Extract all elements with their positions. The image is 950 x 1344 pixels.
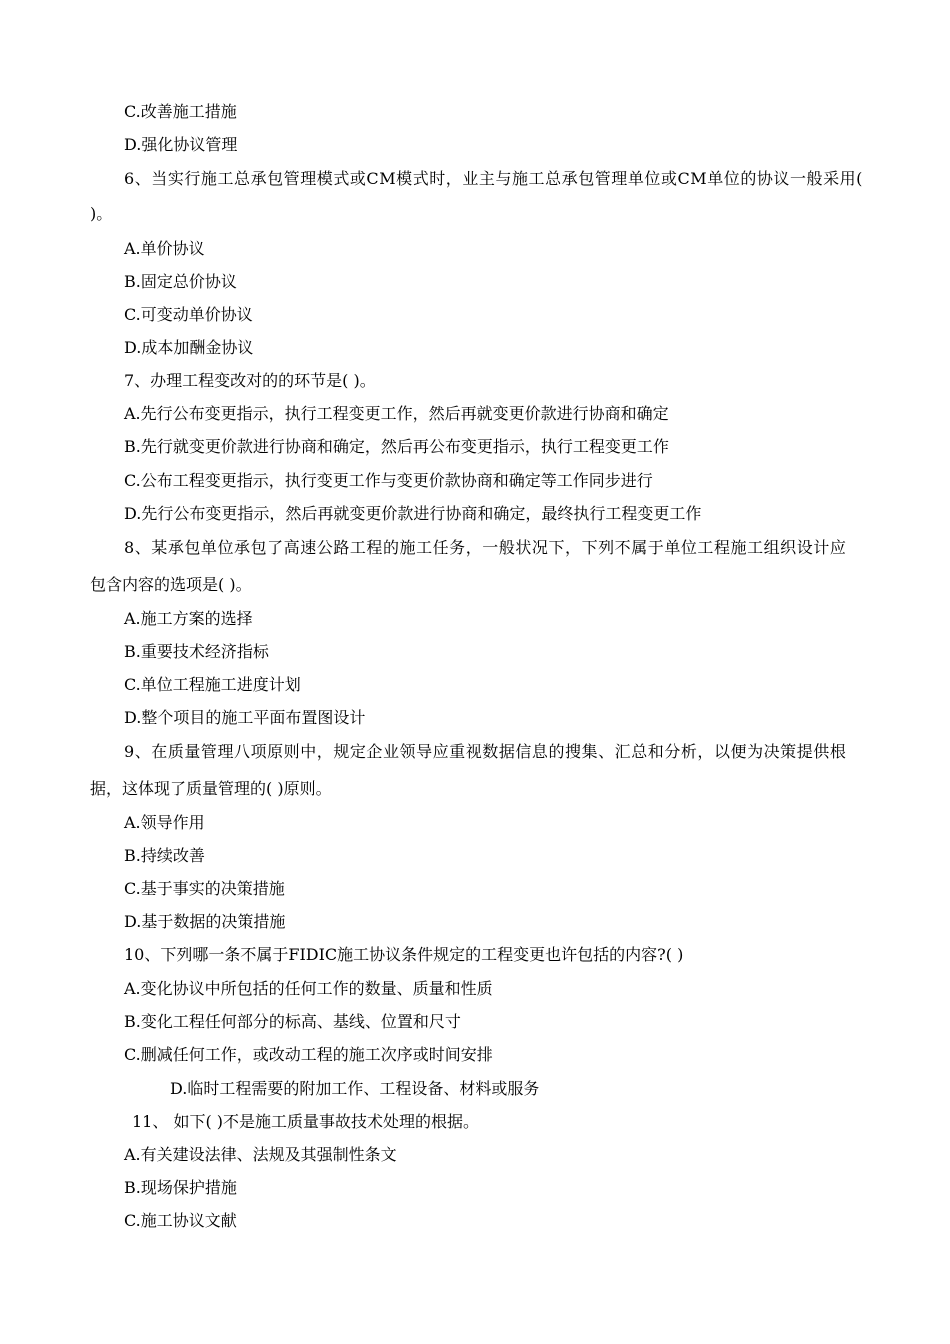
option-7b: B.先行就变更价款进行协商和确定，然后再公布变更指示，执行工程变更工作 — [124, 437, 669, 456]
option-10a: A.变化协议中所包括的任何工作的数量、质量和性质 — [124, 979, 493, 998]
option-10d: D.临时工程需要的附加工作、工程设备、材料或服务 — [170, 1079, 540, 1098]
question-10: 10、下列哪一条不属于FIDIC施工协议条件规定的工程变更也许包括的内容?( ) — [124, 945, 684, 964]
option-8d: D.整个项目的施工平面布置图设计 — [124, 708, 366, 727]
option-6d: D.成本加酬金协议 — [124, 338, 254, 357]
option-7c: C.公布工程变更指示，执行变更工作与变更价款协商和确定等工作同步进行 — [124, 471, 653, 490]
option-9a: A.领导作用 — [124, 813, 205, 832]
option-6a: A.单价协议 — [124, 239, 205, 258]
option-8b: B.重要技术经济指标 — [124, 642, 269, 661]
option-6c: C.可变动单价协议 — [124, 305, 253, 324]
option-11a: A.有关建设法律、法规及其强制性条文 — [124, 1145, 397, 1164]
option-7d: D.先行公布变更指示，然后再就变更价款进行协商和确定，最终执行工程变更工作 — [124, 504, 702, 523]
option-9c: C.基于事实的决策措施 — [124, 879, 285, 898]
question-9-line-2: 据，这体现了质量管理的( )原则。 — [90, 779, 332, 798]
question-7: 7、办理工程变改对的的环节是( )。 — [124, 371, 376, 390]
option-5d: D.强化协议管理 — [124, 135, 238, 154]
option-8c: C.单位工程施工进度计划 — [124, 675, 301, 694]
option-9b: B.持续改善 — [124, 846, 205, 865]
option-5c: C.改善施工措施 — [124, 102, 237, 121]
question-8-line-1: 8、某承包单位承包了高速公路工程的施工任务，一般状况下，下列不属于单位工程施工组织设计应 — [124, 538, 847, 557]
option-7a: A.先行公布变更指示，执行工程变更工作，然后再就变更价款进行协商和确定 — [124, 404, 669, 423]
question-9-line-1: 9、在质量管理八项原则中，规定企业领导应重视数据信息的搜集、汇总和分析，以便为决策提供根 — [124, 742, 847, 761]
question-6-line-1: 6、当实行施工总承包管理模式或CM模式时，业主与施工总承包管理单位或CM单位的协议一般采用( — [124, 169, 863, 188]
option-11c: C.施工协议文献 — [124, 1211, 237, 1230]
option-10c: C.删减任何工作，或改动工程的施工次序或时间安排 — [124, 1045, 493, 1064]
option-9d: D.基于数据的决策措施 — [124, 912, 286, 931]
option-8a: A.施工方案的选择 — [124, 609, 253, 628]
option-6b: B.固定总价协议 — [124, 272, 237, 291]
option-10b: B.变化工程任何部分的标高、基线、位置和尺寸 — [124, 1012, 461, 1031]
question-6-line-2: )。 — [90, 204, 113, 223]
option-11b: B.现场保护措施 — [124, 1178, 237, 1197]
question-11: 11、 如下( )不是施工质量事故技术处理的根据。 — [132, 1112, 480, 1131]
question-8-line-2: 包含内容的选项是( )。 — [90, 575, 252, 594]
